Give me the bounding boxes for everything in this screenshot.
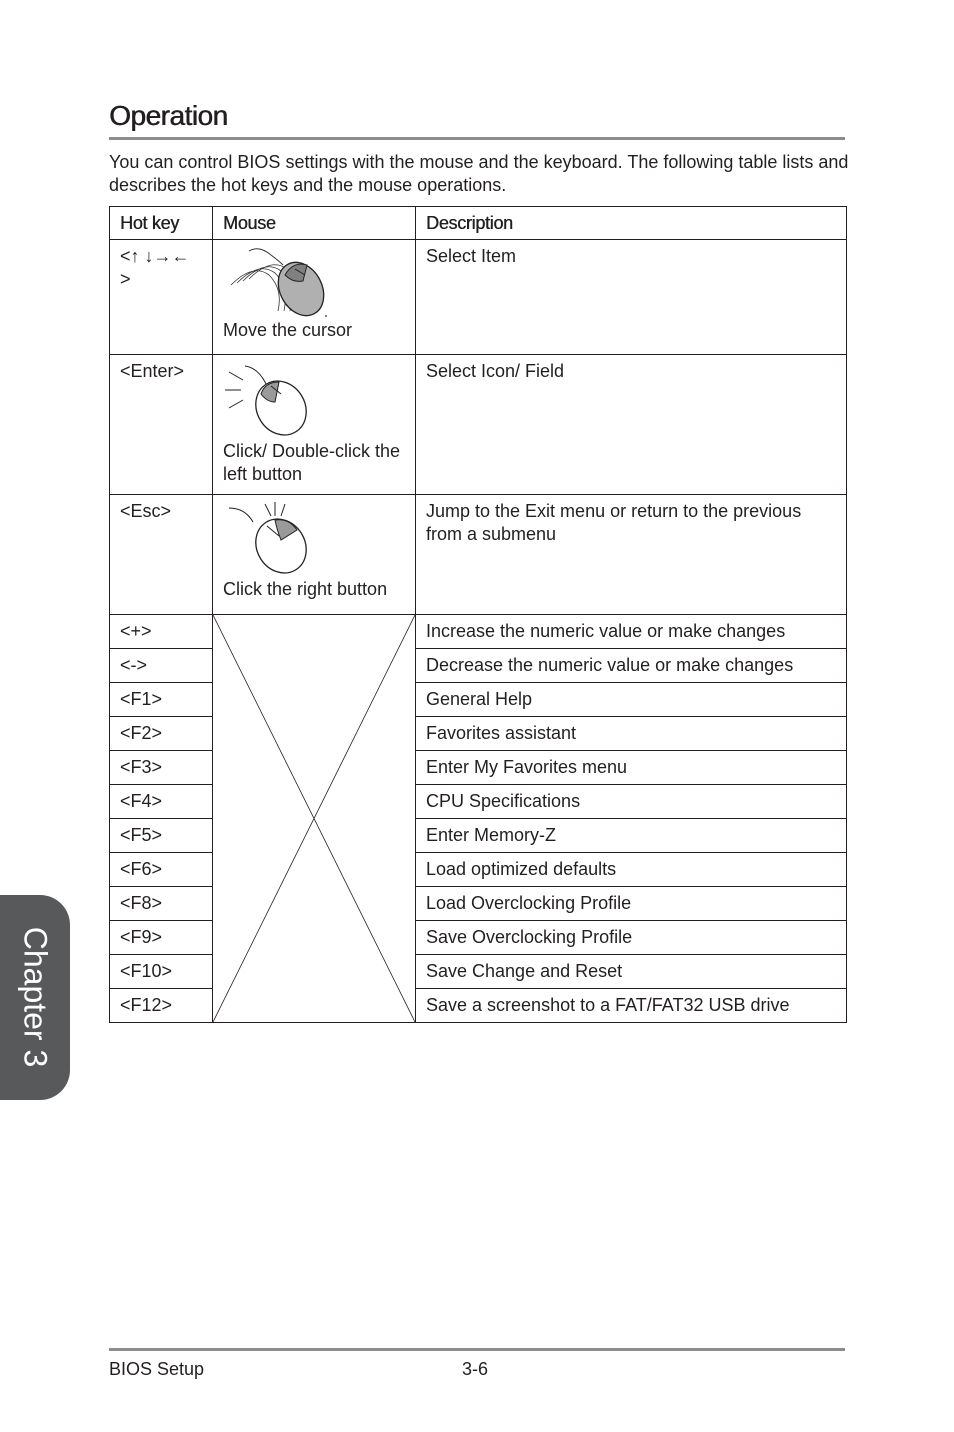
mouse-cell: [213, 240, 416, 355]
no-mouse-cross-cell: [213, 615, 416, 1023]
description-cell: Favorites assistant: [416, 717, 847, 751]
table-row: [110, 355, 847, 495]
hotkey-cell: <F2>: [110, 717, 213, 751]
hotkey-cell: <F9>: [110, 921, 213, 955]
hotkey-cell: <F4>: [110, 785, 213, 819]
table-row: [110, 615, 847, 649]
mouse-caption: Move the cursor: [223, 320, 353, 340]
mouse-cell: [213, 355, 416, 495]
header-mouse: Mouse: [213, 207, 416, 240]
description-cell: Save Overclocking Profile: [416, 921, 847, 955]
description-cell: Select Item: [416, 240, 847, 355]
description-cell: Load optimized defaults: [416, 853, 847, 887]
hotkey-cell: <F8>: [110, 887, 213, 921]
mouse-right-click-icon: [223, 500, 323, 578]
table-header-row: [110, 207, 847, 240]
hotkey-cell: <->: [110, 649, 213, 683]
description-cell: Load Overclocking Profile: [416, 887, 847, 921]
chapter-label: Chapter 3: [17, 926, 54, 1068]
description-cell: Increase the numeric value or make changes: [416, 615, 847, 649]
mouse-move-icon: [223, 245, 333, 319]
hotkey-cell: <F3>: [110, 751, 213, 785]
description-cell: Jump to the Exit menu or return to the previous from a submenu: [416, 495, 847, 615]
hotkey-cell: <F10>: [110, 955, 213, 989]
page-title: Operation: [109, 100, 228, 131]
table-row: [110, 240, 847, 355]
hotkey-cell: <Enter>: [110, 355, 213, 495]
hotkey-cell: <+>: [110, 615, 213, 649]
description-cell: Select Icon/ Field: [416, 355, 847, 495]
mouse-caption: Click/ Double-click the left button: [223, 441, 401, 484]
hotkey-table: [109, 206, 847, 1023]
header-description: Description: [416, 207, 847, 240]
description-cell: CPU Specifications: [416, 785, 847, 819]
title-divider: [109, 137, 845, 140]
hotkey-cell: <F5>: [110, 819, 213, 853]
intro-paragraph: You can control BIOS settings with the mouse and the keyboard. The following table lists and describes the hot keys and the mouse operations.: [109, 152, 849, 195]
hotkey-cell: <F12>: [110, 989, 213, 1023]
description-cell: Save a screenshot to a FAT/FAT32 USB drive: [416, 989, 847, 1023]
header-hot-key: Hot key: [110, 207, 213, 240]
description-cell: General Help: [416, 683, 847, 717]
footer-divider: [109, 1348, 845, 1351]
mouse-caption: Click the right button: [223, 579, 388, 599]
description-cell: Save Change and Reset: [416, 955, 847, 989]
footer-section-title: BIOS Setup: [109, 1359, 205, 1379]
description-cell: Enter Memory-Z: [416, 819, 847, 853]
page-number: 3-6: [462, 1359, 489, 1379]
table-row: [110, 495, 847, 615]
hotkey-cell: <F1>: [110, 683, 213, 717]
hotkey-cell: <Esc>: [110, 495, 213, 615]
cross-out-mark: [213, 615, 415, 1022]
mouse-cell: [213, 495, 416, 615]
description-cell: Enter My Favorites menu: [416, 751, 847, 785]
description-cell: Decrease the numeric value or make changes: [416, 649, 847, 683]
hotkey-cell: <F6>: [110, 853, 213, 887]
hotkey-cell: <↑ ↓→← >: [110, 240, 213, 355]
mouse-left-click-icon: [223, 360, 323, 440]
